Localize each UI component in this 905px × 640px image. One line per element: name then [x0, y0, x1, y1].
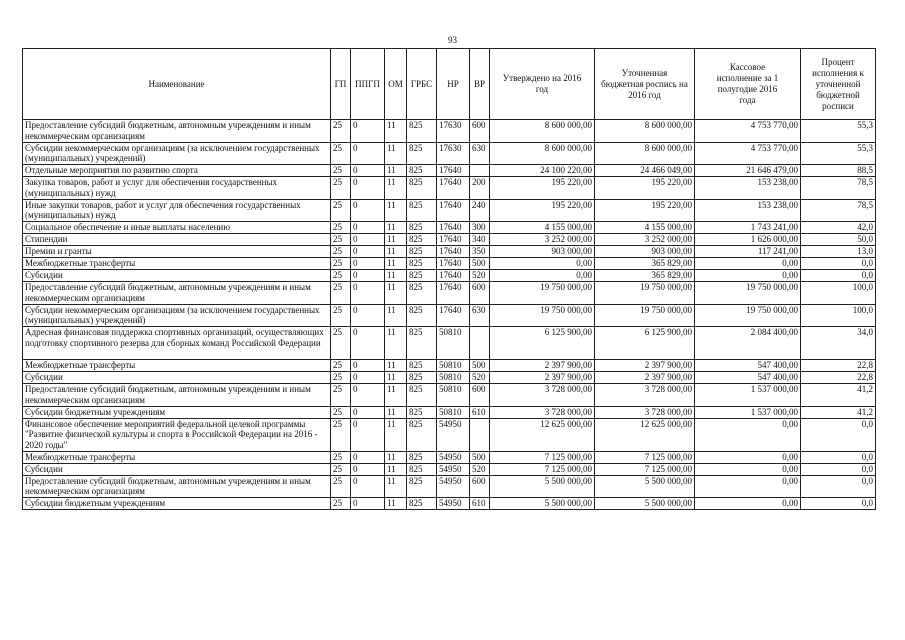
cell-name: Финансовое обеспечение мероприятий федеральной целевой программы "Развитие физической культуры и спорта в Российской Федерации на 2016 - 2020 годы"	[23, 418, 331, 451]
cell-vr	[470, 165, 490, 177]
cell-refined: 2 397 900,00	[595, 360, 695, 372]
cell-name: Субсидии	[23, 463, 331, 475]
cell-gp: 25	[331, 360, 351, 372]
cell-ppgp: 0	[351, 177, 385, 200]
cell-gp: 25	[331, 384, 351, 407]
cell-approved: 7 125 000,00	[490, 451, 595, 463]
cell-om: 11	[385, 282, 407, 305]
cell-vr: 300	[470, 222, 490, 234]
cell-refined: 7 125 000,00	[595, 451, 695, 463]
table-row	[23, 451, 876, 463]
cell-ppgp: 0	[351, 463, 385, 475]
cell-percent: 22,8	[801, 360, 876, 372]
cell-cash: 0,00	[695, 498, 801, 510]
header-approved: Утверждено на 2016 год	[490, 49, 595, 120]
cell-approved: 8 600 000,00	[490, 120, 595, 143]
cell-gp: 25	[331, 498, 351, 510]
cell-grbs: 825	[407, 327, 437, 360]
table-row	[23, 120, 876, 143]
cell-om: 11	[385, 234, 407, 246]
table-row	[23, 463, 876, 475]
cell-cash: 0,00	[695, 270, 801, 282]
cell-om: 11	[385, 327, 407, 360]
table-row	[23, 475, 876, 498]
cell-nr: 17640	[437, 199, 470, 222]
cell-name: Иные закупки товаров, работ и услуг для обеспечения государственных (муниципальных) нужд	[23, 199, 331, 222]
cell-name: Межбюджетные трансферты	[23, 258, 331, 270]
cell-refined: 5 500 000,00	[595, 498, 695, 510]
cell-approved: 12 625 000,00	[490, 418, 595, 451]
cell-grbs: 825	[407, 258, 437, 270]
cell-cash: 153 238,00	[695, 199, 801, 222]
cell-vr	[470, 327, 490, 360]
cell-vr	[470, 418, 490, 451]
cell-refined: 6 125 900,00	[595, 327, 695, 360]
cell-grbs: 825	[407, 199, 437, 222]
cell-approved: 903 000,00	[490, 246, 595, 258]
cell-percent: 22,8	[801, 372, 876, 384]
cell-grbs: 825	[407, 165, 437, 177]
cell-cash: 117 241,00	[695, 246, 801, 258]
table-row	[23, 142, 876, 165]
cell-percent: 41,2	[801, 406, 876, 418]
cell-nr: 17640	[437, 234, 470, 246]
cell-gp: 25	[331, 270, 351, 282]
header-nr: НР	[437, 49, 470, 120]
cell-percent: 55,3	[801, 142, 876, 165]
cell-grbs: 825	[407, 418, 437, 451]
cell-vr: 630	[470, 142, 490, 165]
cell-gp: 25	[331, 258, 351, 270]
cell-name: Межбюджетные трансферты	[23, 451, 331, 463]
cell-cash: 547 400,00	[695, 360, 801, 372]
cell-percent: 13,0	[801, 246, 876, 258]
cell-name: Закупка товаров, работ и услуг для обеспечения государственных (муниципальных) нужд	[23, 177, 331, 200]
cell-ppgp: 0	[351, 418, 385, 451]
cell-approved: 6 125 900,00	[490, 327, 595, 360]
cell-name: Субсидии	[23, 270, 331, 282]
cell-ppgp: 0	[351, 475, 385, 498]
cell-name: Предоставление субсидий бюджетным, автономным учреждениям и иным некоммерческим организациям	[23, 120, 331, 143]
cell-ppgp: 0	[351, 372, 385, 384]
cell-gp: 25	[331, 475, 351, 498]
cell-vr: 500	[470, 451, 490, 463]
cell-nr: 17630	[437, 120, 470, 143]
cell-gp: 25	[331, 418, 351, 451]
cell-cash: 4 753 770,00	[695, 120, 801, 143]
cell-nr: 54950	[437, 498, 470, 510]
budget-table	[22, 48, 876, 510]
cell-om: 11	[385, 406, 407, 418]
cell-grbs: 825	[407, 120, 437, 143]
cell-percent: 88,5	[801, 165, 876, 177]
table-row	[23, 270, 876, 282]
cell-name: Социальное обеспечение и иные выплаты населению	[23, 222, 331, 234]
cell-approved: 19 750 000,00	[490, 282, 595, 305]
cell-vr: 600	[470, 475, 490, 498]
header-cash: Кассовое исполнение за 1 полугодие 2016 года	[695, 49, 801, 120]
cell-vr: 600	[470, 120, 490, 143]
cell-cash: 1 537 000,00	[695, 384, 801, 407]
table-row	[23, 498, 876, 510]
cell-percent: 0,0	[801, 463, 876, 475]
cell-approved: 3 728 000,00	[490, 384, 595, 407]
cell-name: Субсидии	[23, 372, 331, 384]
cell-grbs: 825	[407, 498, 437, 510]
cell-approved: 5 500 000,00	[490, 498, 595, 510]
cell-nr: 54950	[437, 418, 470, 451]
cell-cash: 4 753 770,00	[695, 142, 801, 165]
cell-cash: 19 750 000,00	[695, 282, 801, 305]
cell-ppgp: 0	[351, 270, 385, 282]
cell-percent: 78,5	[801, 177, 876, 200]
cell-nr: 17630	[437, 142, 470, 165]
cell-name: Отдельные мероприятия по развитию спорта	[23, 165, 331, 177]
cell-nr: 17640	[437, 222, 470, 234]
cell-name: Межбюджетные трансферты	[23, 360, 331, 372]
cell-grbs: 825	[407, 360, 437, 372]
cell-grbs: 825	[407, 406, 437, 418]
cell-vr: 610	[470, 406, 490, 418]
cell-om: 11	[385, 360, 407, 372]
header-grbs: ГРБС	[407, 49, 437, 120]
cell-nr: 17640	[437, 258, 470, 270]
cell-gp: 25	[331, 304, 351, 327]
cell-name: Адресная финансовая поддержка спортивных организаций, осуществляющих подготовку спортивного резерва для сборных команд Российской Федерации	[23, 327, 331, 360]
table-body	[23, 120, 876, 510]
cell-vr: 600	[470, 384, 490, 407]
table-row	[23, 406, 876, 418]
cell-gp: 25	[331, 142, 351, 165]
cell-approved: 5 500 000,00	[490, 475, 595, 498]
cell-cash: 0,00	[695, 258, 801, 270]
cell-gp: 25	[331, 165, 351, 177]
cell-grbs: 825	[407, 177, 437, 200]
cell-grbs: 825	[407, 304, 437, 327]
cell-om: 11	[385, 498, 407, 510]
cell-percent: 0,0	[801, 258, 876, 270]
cell-vr: 610	[470, 498, 490, 510]
cell-ppgp: 0	[351, 451, 385, 463]
cell-refined: 19 750 000,00	[595, 304, 695, 327]
cell-gp: 25	[331, 177, 351, 200]
cell-om: 11	[385, 463, 407, 475]
cell-nr: 50810	[437, 327, 470, 360]
cell-approved: 4 155 000,00	[490, 222, 595, 234]
cell-gp: 25	[331, 327, 351, 360]
cell-refined: 3 252 000,00	[595, 234, 695, 246]
header-name: Наименование	[23, 49, 331, 120]
cell-nr: 17640	[437, 282, 470, 305]
cell-nr: 50810	[437, 372, 470, 384]
cell-ppgp: 0	[351, 327, 385, 360]
cell-nr: 50810	[437, 384, 470, 407]
cell-ppgp: 0	[351, 360, 385, 372]
cell-nr: 54950	[437, 451, 470, 463]
cell-nr: 17640	[437, 246, 470, 258]
header-vr: ВР	[470, 49, 490, 120]
cell-ppgp: 0	[351, 498, 385, 510]
cell-vr: 340	[470, 234, 490, 246]
cell-ppgp: 0	[351, 304, 385, 327]
cell-vr: 600	[470, 282, 490, 305]
header-percent: Процент исполнения к уточненной бюджетной росписи	[801, 49, 876, 120]
header-ppgp: ППГП	[351, 49, 385, 120]
cell-percent: 0,0	[801, 451, 876, 463]
table-row	[23, 177, 876, 200]
cell-om: 11	[385, 222, 407, 234]
cell-percent: 50,0	[801, 234, 876, 246]
cell-name: Предоставление субсидий бюджетным, автономным учреждениям и иным некоммерческим организациям	[23, 475, 331, 498]
cell-grbs: 825	[407, 142, 437, 165]
cell-vr: 350	[470, 246, 490, 258]
cell-om: 11	[385, 451, 407, 463]
cell-percent: 41,2	[801, 384, 876, 407]
cell-refined: 5 500 000,00	[595, 475, 695, 498]
cell-om: 11	[385, 270, 407, 282]
cell-cash: 0,00	[695, 418, 801, 451]
header-row	[23, 49, 876, 120]
cell-refined: 4 155 000,00	[595, 222, 695, 234]
cell-om: 11	[385, 199, 407, 222]
cell-gp: 25	[331, 246, 351, 258]
cell-percent: 100,0	[801, 304, 876, 327]
header-refined: Уточненная бюджетная роспись на 2016 год	[595, 49, 695, 120]
cell-name: Стипендии	[23, 234, 331, 246]
cell-vr: 200	[470, 177, 490, 200]
cell-percent: 55,3	[801, 120, 876, 143]
cell-nr: 54950	[437, 475, 470, 498]
cell-approved: 195 220,00	[490, 177, 595, 200]
cell-approved: 2 397 900,00	[490, 372, 595, 384]
cell-percent: 0,0	[801, 475, 876, 498]
cell-nr: 50810	[437, 406, 470, 418]
cell-cash: 19 750 000,00	[695, 304, 801, 327]
cell-nr: 17640	[437, 270, 470, 282]
cell-refined: 7 125 000,00	[595, 463, 695, 475]
cell-cash: 0,00	[695, 475, 801, 498]
cell-refined: 24 466 049,00	[595, 165, 695, 177]
table-row	[23, 360, 876, 372]
cell-ppgp: 0	[351, 406, 385, 418]
cell-grbs: 825	[407, 475, 437, 498]
cell-grbs: 825	[407, 463, 437, 475]
cell-om: 11	[385, 246, 407, 258]
cell-ppgp: 0	[351, 199, 385, 222]
cell-cash: 0,00	[695, 463, 801, 475]
cell-cash: 547 400,00	[695, 372, 801, 384]
cell-om: 11	[385, 304, 407, 327]
cell-approved: 8 600 000,00	[490, 142, 595, 165]
table-row	[23, 258, 876, 270]
cell-refined: 19 750 000,00	[595, 282, 695, 305]
cell-cash: 1 537 000,00	[695, 406, 801, 418]
cell-percent: 0,0	[801, 270, 876, 282]
cell-ppgp: 0	[351, 384, 385, 407]
cell-gp: 25	[331, 234, 351, 246]
cell-name: Премии и гранты	[23, 246, 331, 258]
cell-refined: 2 397 900,00	[595, 372, 695, 384]
cell-approved: 24 100 220,00	[490, 165, 595, 177]
cell-gp: 25	[331, 372, 351, 384]
cell-grbs: 825	[407, 222, 437, 234]
cell-vr: 520	[470, 270, 490, 282]
cell-grbs: 825	[407, 234, 437, 246]
cell-approved: 2 397 900,00	[490, 360, 595, 372]
cell-om: 11	[385, 142, 407, 165]
cell-ppgp: 0	[351, 222, 385, 234]
cell-nr: 17640	[437, 177, 470, 200]
cell-approved: 0,00	[490, 270, 595, 282]
table-row	[23, 384, 876, 407]
cell-gp: 25	[331, 406, 351, 418]
cell-cash: 1 743 241,00	[695, 222, 801, 234]
cell-percent: 78,5	[801, 199, 876, 222]
cell-ppgp: 0	[351, 165, 385, 177]
cell-om: 11	[385, 418, 407, 451]
cell-percent: 34,0	[801, 327, 876, 360]
cell-approved: 3 728 000,00	[490, 406, 595, 418]
cell-refined: 12 625 000,00	[595, 418, 695, 451]
cell-ppgp: 0	[351, 246, 385, 258]
cell-name: Предоставление субсидий бюджетным, автономным учреждениям и иным некоммерческим организациям	[23, 384, 331, 407]
cell-vr: 520	[470, 372, 490, 384]
cell-approved: 7 125 000,00	[490, 463, 595, 475]
cell-name: Предоставление субсидий бюджетным, автономным учреждениям и иным некоммерческим организациям	[23, 282, 331, 305]
cell-nr: 17640	[437, 165, 470, 177]
cell-nr: 54950	[437, 463, 470, 475]
cell-grbs: 825	[407, 270, 437, 282]
cell-cash: 0,00	[695, 451, 801, 463]
table-row	[23, 199, 876, 222]
cell-cash: 153 238,00	[695, 177, 801, 200]
cell-gp: 25	[331, 222, 351, 234]
cell-refined: 8 600 000,00	[595, 142, 695, 165]
cell-gp: 25	[331, 282, 351, 305]
table-row	[23, 327, 876, 360]
cell-percent: 0,0	[801, 498, 876, 510]
header-om: ОМ	[385, 49, 407, 120]
cell-refined: 195 220,00	[595, 177, 695, 200]
table-row	[23, 234, 876, 246]
cell-ppgp: 0	[351, 120, 385, 143]
cell-vr: 630	[470, 304, 490, 327]
cell-om: 11	[385, 372, 407, 384]
cell-om: 11	[385, 177, 407, 200]
cell-refined: 3 728 000,00	[595, 406, 695, 418]
cell-approved: 3 252 000,00	[490, 234, 595, 246]
cell-refined: 365 829,00	[595, 258, 695, 270]
cell-ppgp: 0	[351, 142, 385, 165]
table-row	[23, 372, 876, 384]
table-row	[23, 304, 876, 327]
cell-vr: 520	[470, 463, 490, 475]
table-row	[23, 246, 876, 258]
cell-percent: 100,0	[801, 282, 876, 305]
cell-cash: 1 626 000,00	[695, 234, 801, 246]
table-row	[23, 418, 876, 451]
cell-nr: 17640	[437, 304, 470, 327]
cell-grbs: 825	[407, 451, 437, 463]
cell-cash: 2 084 400,00	[695, 327, 801, 360]
cell-gp: 25	[331, 451, 351, 463]
cell-refined: 3 728 000,00	[595, 384, 695, 407]
cell-name: Субсидии бюджетным учреждениям	[23, 406, 331, 418]
cell-approved: 0,00	[490, 258, 595, 270]
page-number: 93	[448, 35, 457, 45]
cell-percent: 42,0	[801, 222, 876, 234]
cell-name: Субсидии некоммерческим организациям (за исключением государственных (муниципальных) учреждений)	[23, 304, 331, 327]
cell-gp: 25	[331, 463, 351, 475]
cell-vr: 240	[470, 199, 490, 222]
cell-approved: 19 750 000,00	[490, 304, 595, 327]
cell-cash: 21 646 479,00	[695, 165, 801, 177]
cell-refined: 365 829,00	[595, 270, 695, 282]
cell-om: 11	[385, 475, 407, 498]
cell-ppgp: 0	[351, 258, 385, 270]
cell-grbs: 825	[407, 246, 437, 258]
table-row	[23, 165, 876, 177]
cell-grbs: 825	[407, 384, 437, 407]
cell-vr: 500	[470, 360, 490, 372]
cell-om: 11	[385, 258, 407, 270]
cell-name: Субсидии некоммерческим организациям (за исключением государственных (муниципальных) учреждений)	[23, 142, 331, 165]
cell-grbs: 825	[407, 282, 437, 305]
cell-gp: 25	[331, 120, 351, 143]
cell-vr: 500	[470, 258, 490, 270]
cell-gp: 25	[331, 199, 351, 222]
cell-ppgp: 0	[351, 234, 385, 246]
cell-name: Субсидии бюджетным учреждениям	[23, 498, 331, 510]
cell-om: 11	[385, 120, 407, 143]
header-gp: ГП	[331, 49, 351, 120]
cell-grbs: 825	[407, 372, 437, 384]
table-row	[23, 222, 876, 234]
cell-ppgp: 0	[351, 282, 385, 305]
table-row	[23, 282, 876, 305]
cell-om: 11	[385, 165, 407, 177]
cell-om: 11	[385, 384, 407, 407]
cell-percent: 0,0	[801, 418, 876, 451]
cell-nr: 50810	[437, 360, 470, 372]
cell-refined: 195 220,00	[595, 199, 695, 222]
cell-approved: 195 220,00	[490, 199, 595, 222]
cell-refined: 903 000,00	[595, 246, 695, 258]
cell-refined: 8 600 000,00	[595, 120, 695, 143]
